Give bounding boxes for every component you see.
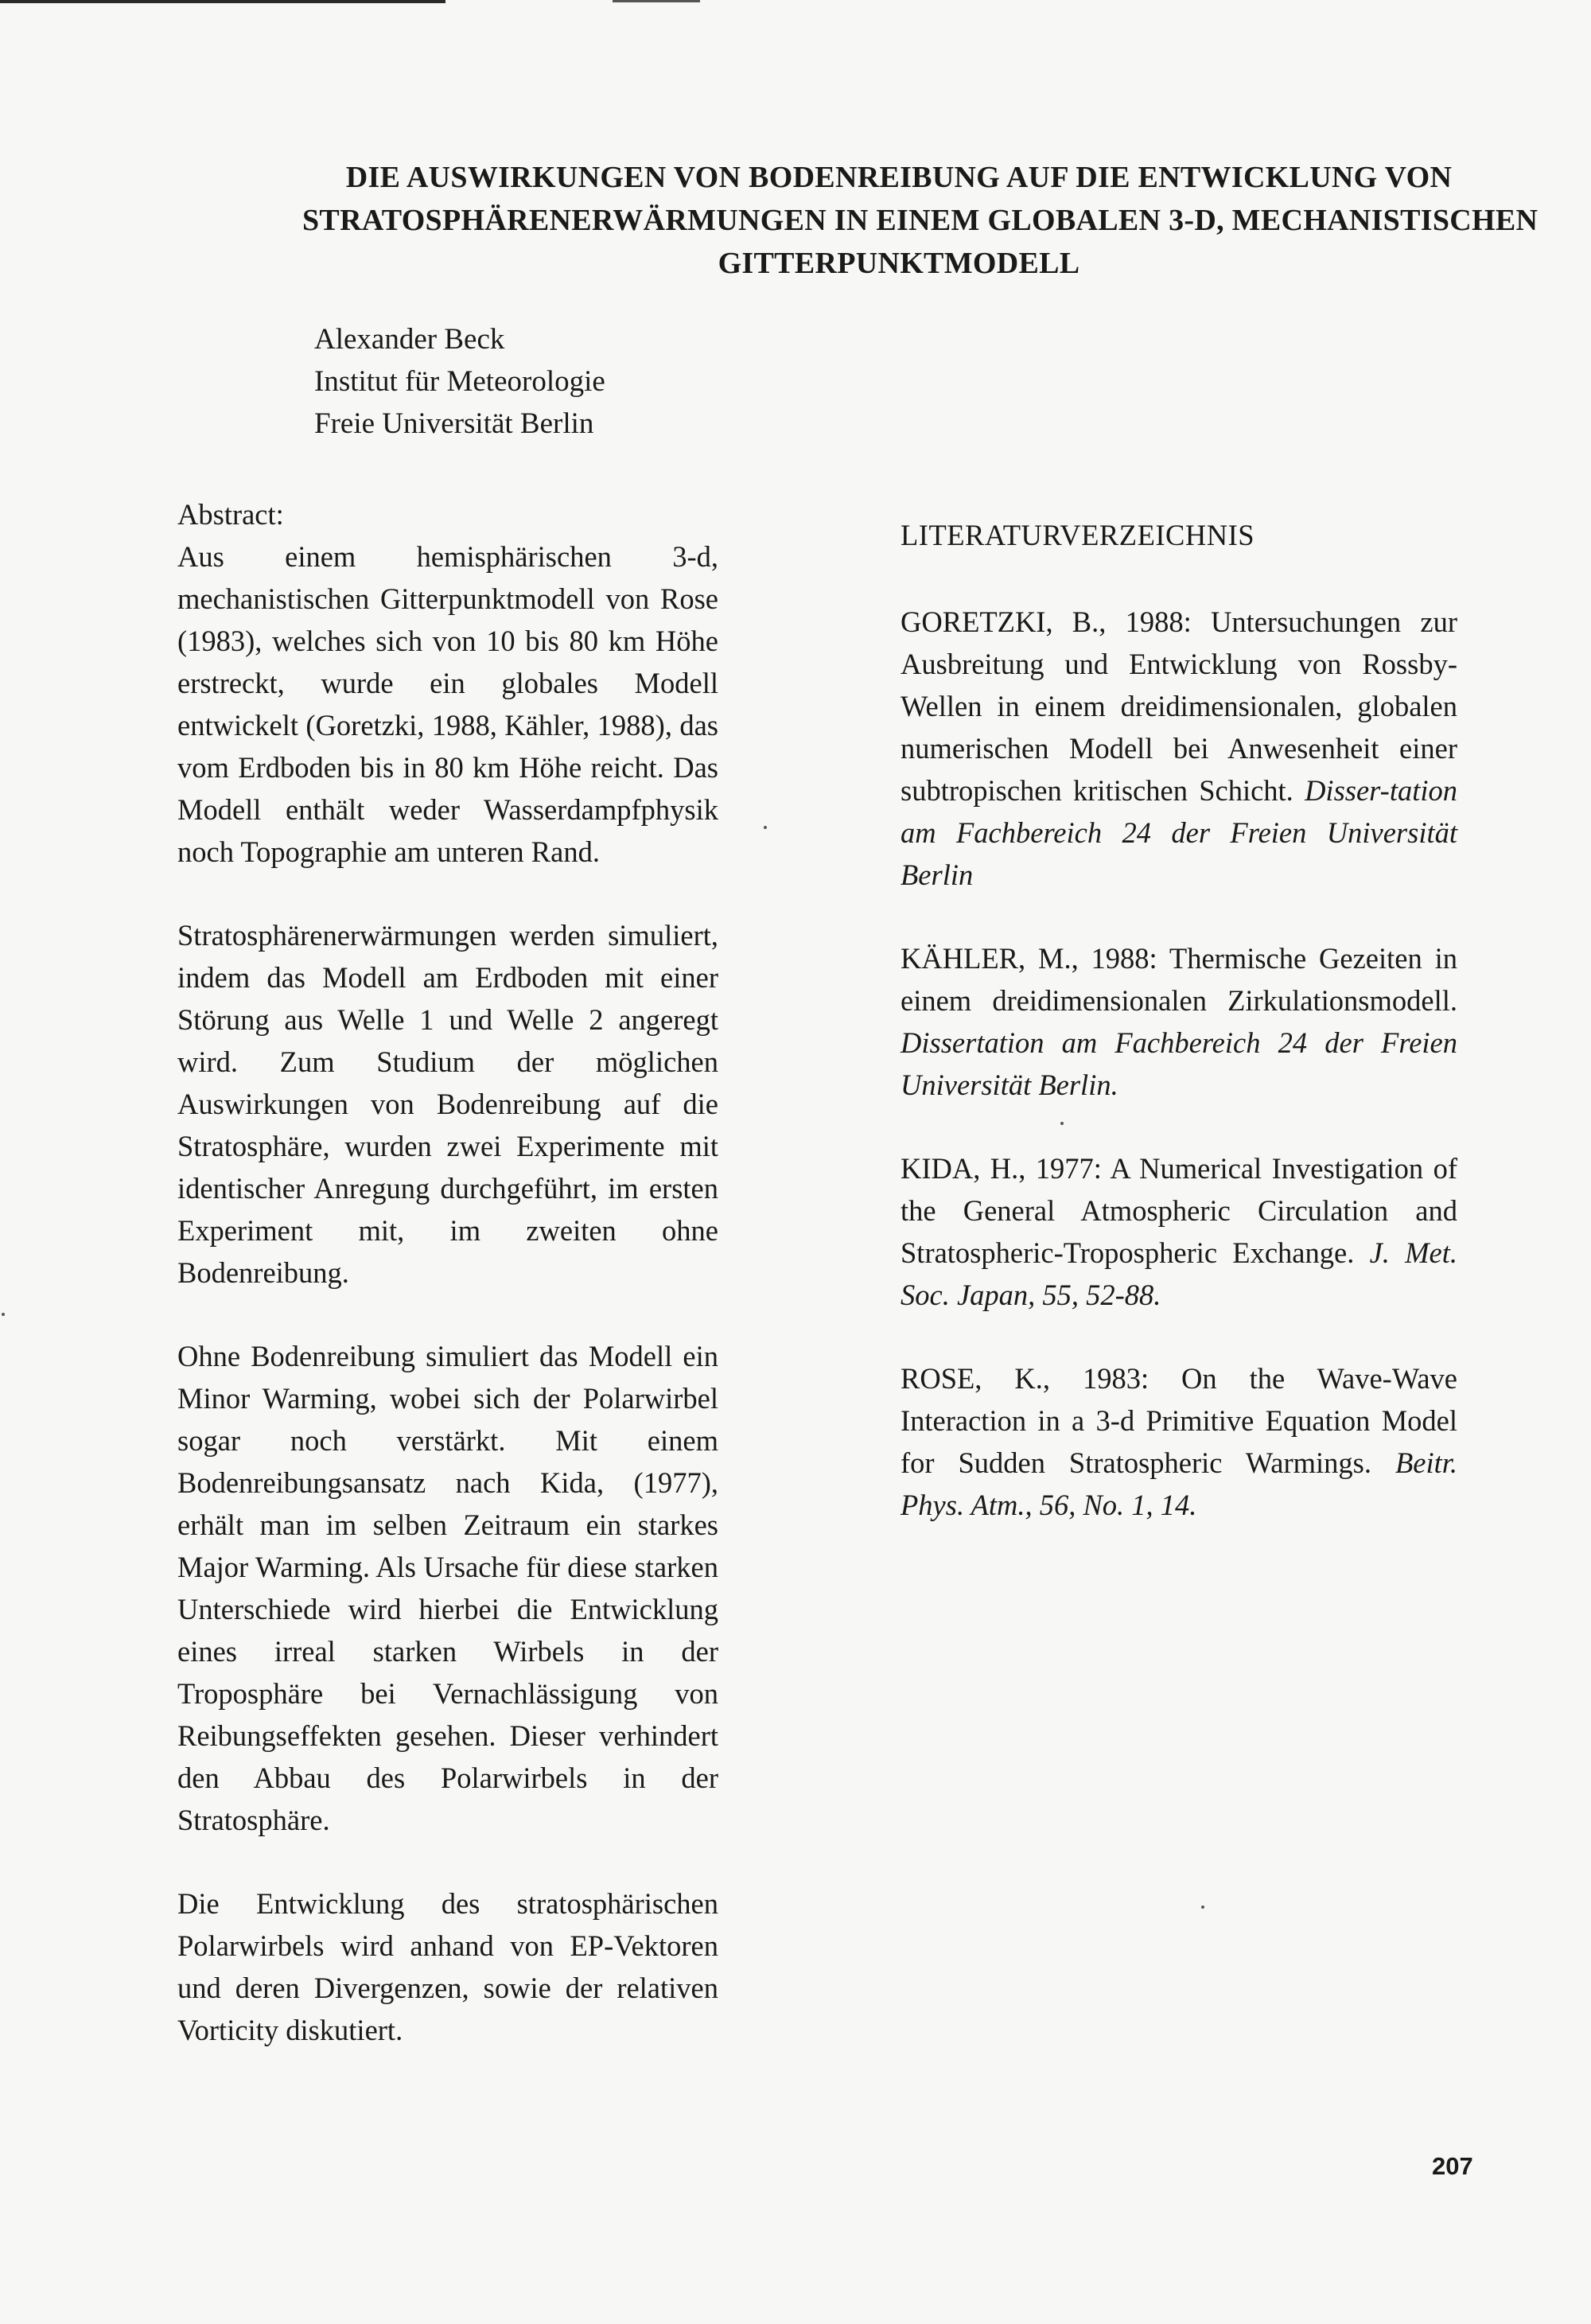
reference-text: KIDA, H., 1977: A Numerical Investigation of the General Atmospheric Circulation and Stratospheric-Tropospheric Exchange. — [901, 1152, 1457, 1269]
scan-edge-line — [613, 0, 700, 2]
references-column — [901, 514, 1457, 1567]
reference-journal: J. Met. Soc. Japan, 55, 52-88. — [901, 1236, 1457, 1311]
author-university: Freie Universität Berlin — [314, 407, 594, 440]
reference-journal: Beitr. Phys. Atm., 56, No. 1, 14. — [901, 1446, 1458, 1521]
scan-edge-line — [0, 0, 445, 3]
scan-speck — [2, 1313, 5, 1316]
reference-journal: Disser-tation am Fachbereich 24 der Freien Universität Berlin — [901, 774, 1457, 891]
paper-title — [302, 156, 1538, 285]
page-number: 207 — [1432, 2152, 1473, 2180]
abstract-paragraph: Die Entwicklung des stratosphärischen Polarwirbels wird anhand von EP-Vektoren und deren Divergenzen, sowie der relativen Vorticity diskutiert. — [177, 1887, 718, 2046]
reference-item — [901, 1147, 1457, 1316]
reference-text: KÄHLER, M., 1988: Thermische Gezeiten in einem dreidimensionalen Zirkulationsmodell. — [901, 942, 1457, 1017]
scan-speck — [1060, 1122, 1064, 1125]
author-name: Alexander Beck — [314, 323, 505, 356]
scan-speck — [764, 826, 767, 829]
author-block — [314, 318, 951, 445]
title-line: DIE AUSWIRKUNGEN VON BODENREIBUNG AUF DIE ENTWICKLUNG VON — [345, 161, 1453, 194]
abstract-paragraph: Ohne Bodenreibung simuliert das Modell ein Minor Warming, wobei sich der Polarwirbel sogar noch verstärkt. Mit einem Bodenreibungsansatz nach Kida, (1977), erhält man im selben Zeitraum ein starkes Major Warming. Als Ursache für diese starken Unterschiede wird hierbei die Entwicklung eines irreal starken Wirbels in der Troposphäre bei Vernachlässigung von Reibungseffekten gesehen. Dieser verhindert den Abbau des Polarwirbels in der Stratosphäre. — [177, 1340, 718, 1836]
abstract-paragraph: Aus einem hemisphärischen 3-d, mechanistischen Gitterpunktmodell von Rose (1983), welches sich von 10 bis 80 km Höhe erstreckt, wurde ein globales Modell entwickelt (Goretzki, 1988, Kähler, 1988), das vom Erdboden bis in 80 km Höhe reicht. Das Modell enthält weder Wasserdampfphysik noch Topographie am unteren Rand. — [177, 540, 718, 868]
author-institute: Institut für Meteorologie — [314, 365, 605, 398]
reference-text: GORETZKI, B., 1988: Untersuchungen zur Ausbreitung und Entwicklung von Rossby-Wellen in einem dreidimensionalen, globalen numerischen Modell bei Anwesenheit einer subtropischen kritischen Schicht. — [901, 605, 1457, 807]
references-heading: LITERATURVERZEICHNIS — [901, 519, 1255, 551]
abstract-column — [177, 493, 718, 2092]
reference-text: ROSE, K., 1983: On the Wave-Wave Interaction in a 3-d Primitive Equation Model for Sudden Stratospheric Warmings. — [901, 1362, 1457, 1479]
abstract-label: Abstract: — [177, 498, 284, 531]
title-line: GITTERPUNKTMODELL — [718, 247, 1080, 280]
reference-item — [901, 1357, 1457, 1526]
title-line: STRATOSPHÄRENERWÄRMUNGEN IN EINEM GLOBALEN 3-D, MECHANISTISCHEN — [302, 204, 1538, 237]
abstract-paragraph: Stratosphärenerwärmungen werden simuliert, indem das Modell am Erdboden mit einer Störung aus Welle 1 und Welle 2 angeregt wird. Zum Studium der möglichen Auswirkungen von Bodenreibung auf die Stratosphäre, wurden zwei Experimente mit identischer Anregung durchgeführt, im ersten Experiment mit, im zweiten ohne Bodenreibung. — [177, 919, 718, 1289]
reference-journal: Dissertation am Fachbereich 24 der Freien Universität Berlin. — [901, 1026, 1457, 1101]
reference-item — [901, 601, 1457, 896]
reference-item — [901, 937, 1457, 1106]
scan-speck — [1201, 1906, 1204, 1909]
